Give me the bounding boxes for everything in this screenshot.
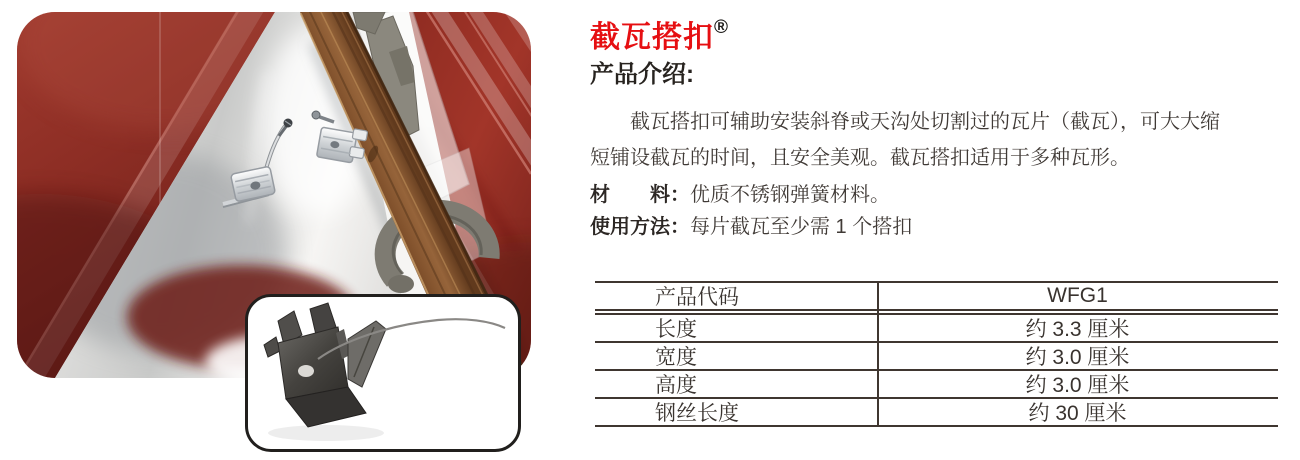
spec-label: 长度 [655, 318, 697, 341]
clip-hole [298, 365, 314, 377]
clip-shadow [268, 425, 384, 441]
clip-body [264, 303, 386, 427]
product-title [590, 10, 728, 56]
spec-value: WFG1 [1047, 284, 1108, 307]
intro-heading: 产品介绍: [590, 61, 694, 88]
spec-table [595, 281, 1278, 427]
table-row-wire-length [595, 397, 1278, 425]
usage-value: 每片截瓦至少需 1 个搭扣 [690, 216, 913, 238]
spec-value: 约 3.0 厘米 [1025, 374, 1130, 397]
material-label: 材 料： [590, 184, 690, 206]
registered-trademark: ® [714, 17, 728, 38]
spec-label: 产品代码 [655, 286, 739, 309]
intro-line-2: 短铺设截瓦的时间，且安全美观。截瓦搭扣适用于多种瓦形。 [590, 147, 1130, 169]
table-column-divider [877, 283, 879, 425]
material-value: 优质不锈钢弹簧材料。 [690, 184, 890, 206]
product-closeup-inset [245, 294, 521, 452]
usage-label: 使用方法： [590, 216, 690, 238]
material-row [590, 180, 890, 210]
spec-value: 约 3.0 厘米 [1025, 346, 1130, 369]
spec-label: 钢丝长度 [655, 402, 739, 425]
table-row-product-code [595, 283, 1278, 309]
clip-product-illustration [248, 297, 518, 449]
intro-paragraph [590, 104, 1290, 176]
spec-label: 高度 [655, 374, 697, 397]
spec-value: 约 30 厘米 [1028, 402, 1127, 425]
usage-row [590, 212, 912, 242]
intro-line-1: 截瓦搭扣可辅助安装斜脊或天沟处切割过的瓦片（截瓦），可大大缩 [630, 111, 1220, 133]
spec-value: 约 3.3 厘米 [1025, 318, 1130, 341]
spec-label: 宽度 [655, 346, 697, 369]
table-row-height [595, 369, 1278, 397]
product-photo [17, 12, 531, 378]
table-row-length [595, 315, 1278, 341]
product-title-text: 截瓦搭扣 [590, 21, 714, 54]
product-info [590, 0, 1290, 460]
table-row-width [595, 341, 1278, 369]
